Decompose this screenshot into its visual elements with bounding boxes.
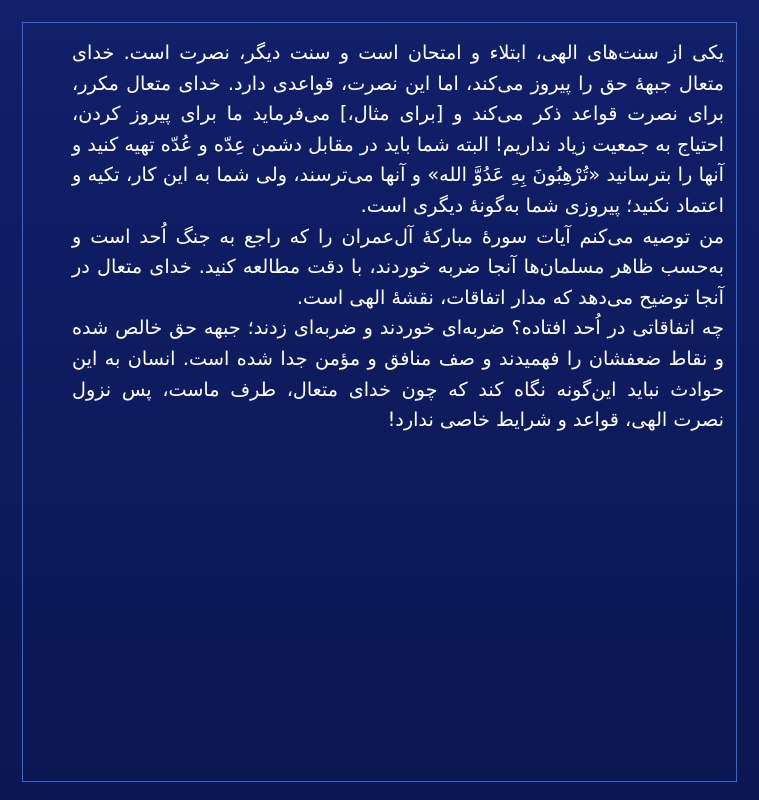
- paragraph-3: چه اتفاقاتی در اُحد افتاده؟ ضربه‌ای خوردند و ضربه‌ای زدند؛ جبهه حق خالص شده و نقاط ضعفشان را فهمیدند و صف منافق و مؤمن جدا شده است. انسان به این حوادث نباید این‌گونه نگاه کند که چون خدای متعال، طرف ماست، پس نزول نصرت الهی، قواعد و شرایط خاصی ندارد!: [72, 316, 724, 432]
- paragraph-2: من توصیه می‌کنم آیات سورهٔ مبارکهٔ آل‌عمران را که راجع به جنگ اُحد است و به‌حسب ظاهر مسلمان‌ها آنجا ضربه خوردند، با دقت مطالعه کنید. خدای متعال در آنجا توضیح می‌دهد که مدار اتفاقات، نقشهٔ الهی است.: [72, 224, 724, 309]
- quote-text-block: [72, 38, 724, 436]
- paragraph-1: یکی از سنت‌های الهی، ابتلاء و امتحان است و سنت دیگر، نصرت است. خدای متعال جبههٔ حق را پیروز می‌کند، اما این نصرت، قواعدی دارد. خدای متعال مکرر، برای نصرت قواعد ذکر می‌کند و [برای مثال،] می‌فرماید ما برای پیروز کردن، احتیاج به جمعیت زیاد نداریم! البته شما باید در مقابل دشمن عِدّه و عُدّه تهیه کنید و آنها را بترسانید «تُرْهِبُونَ بِهِ عَدُوَّ الله» و آنها می‌ترسند، ولی شما به این کار، تکیه و اعتماد نکنید؛ پیروزی شما به‌گونهٔ دیگری است.: [72, 41, 724, 217]
